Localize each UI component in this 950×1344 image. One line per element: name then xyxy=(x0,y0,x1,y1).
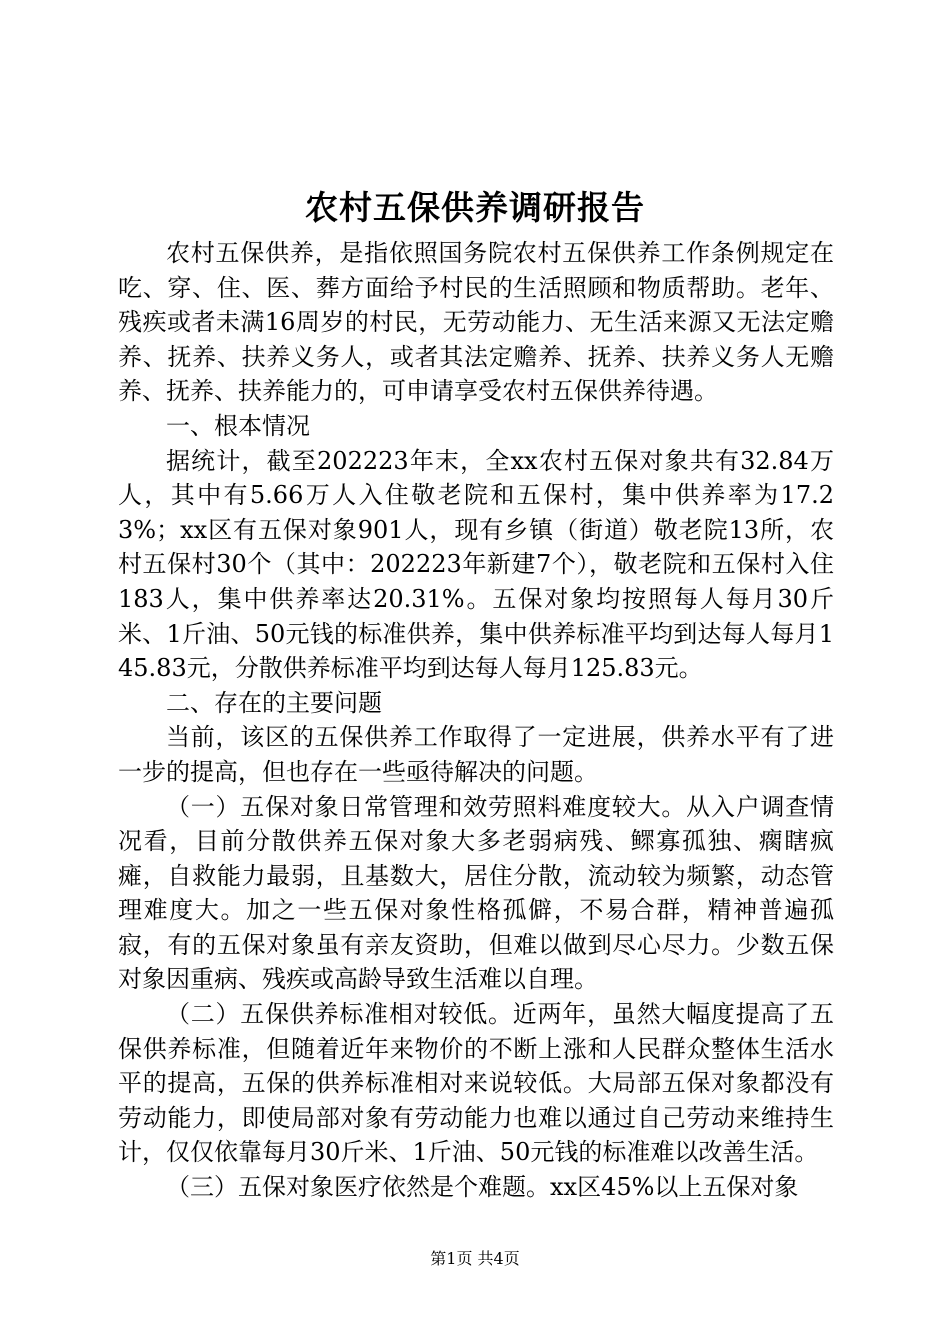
section-heading-main-problems: 二、存在的主要问题 xyxy=(166,688,382,717)
paragraph-intro: 农村五保供养，是指依照国务院农村五保供养工作条例规定在吃、穿、住、医、葬方面给予村民的生活照顾和物质帮助。老年、残疾或者未满16周岁的村民，无劳动能力、无生活来源又无法定赡养、抚养、扶养义务人，或者其法定赡养、抚养、扶养义务人无赡养、抚养、扶养能力的，可申请享受农村五保供养待遇。 xyxy=(118,239,834,406)
paragraph-problem-2: （二）五保供养标准相对较低。近两年，虽然大幅度提高了五保供养标准，但随着近年来物价的不断上涨和人民群众整体生活水平的提高，五保的供养标准相对来说较低。大局部五保对象都没有劳动能力，即使局部对象有劳动能力也难以通过自己劳动来维持生计，仅仅依靠每月30斤米、1斤油、50元钱的标准难以改善生活。 xyxy=(118,1000,834,1167)
section-heading-basic-situation: 一、根本情况 xyxy=(166,411,310,440)
paragraph-statistics: 据统计，截至202223年末，全xx农村五保对象共有32.84万人，其中有5.66万人入住敬老院和五保村，集中供养率为17.23%；xx区有五保对象901人，现有乡镇（街道）敬老院13所，农村五保村30个（其中：202223年新建7个），敬老院和五保村入住183人，集中供养率达20.31%。五保对象均按照每人每月30斤米、1斤油、50元钱的标准供养，集中供养标准平均到达每人每月145.83元，分散供养标准平均到达每人每月125.83元。 xyxy=(118,446,834,683)
page-number-footer: 第1页 共4页 xyxy=(430,1249,520,1268)
document-body xyxy=(118,236,834,1205)
document-title: 农村五保供养调研报告 xyxy=(305,188,645,227)
paragraph-problem-3: （三）五保对象医疗依然是个难题。xx区45%以上五保对象 xyxy=(166,1173,799,1202)
paragraph-problem-1: （一）五保对象日常管理和效劳照料难度较大。从入户调查情况看，目前分散供养五保对象大多老弱病残、鳏寡孤独、瘸瞎疯瘫，自救能力最弱，且基数大，居住分散，流动较为频繁，动态管理难度大。加之一些五保对象性格孤僻，不易合群，精神普遍孤寂，有的五保对象虽有亲友资助，但难以做到尽心尽力。少数五保对象因重病、残疾或高龄导致生活难以自理。 xyxy=(118,792,834,994)
paragraph-problems-intro: 当前，该区的五保供养工作取得了一定进展，供养水平有了进一步的提高，但也存在一些亟待解决的问题。 xyxy=(118,723,834,786)
